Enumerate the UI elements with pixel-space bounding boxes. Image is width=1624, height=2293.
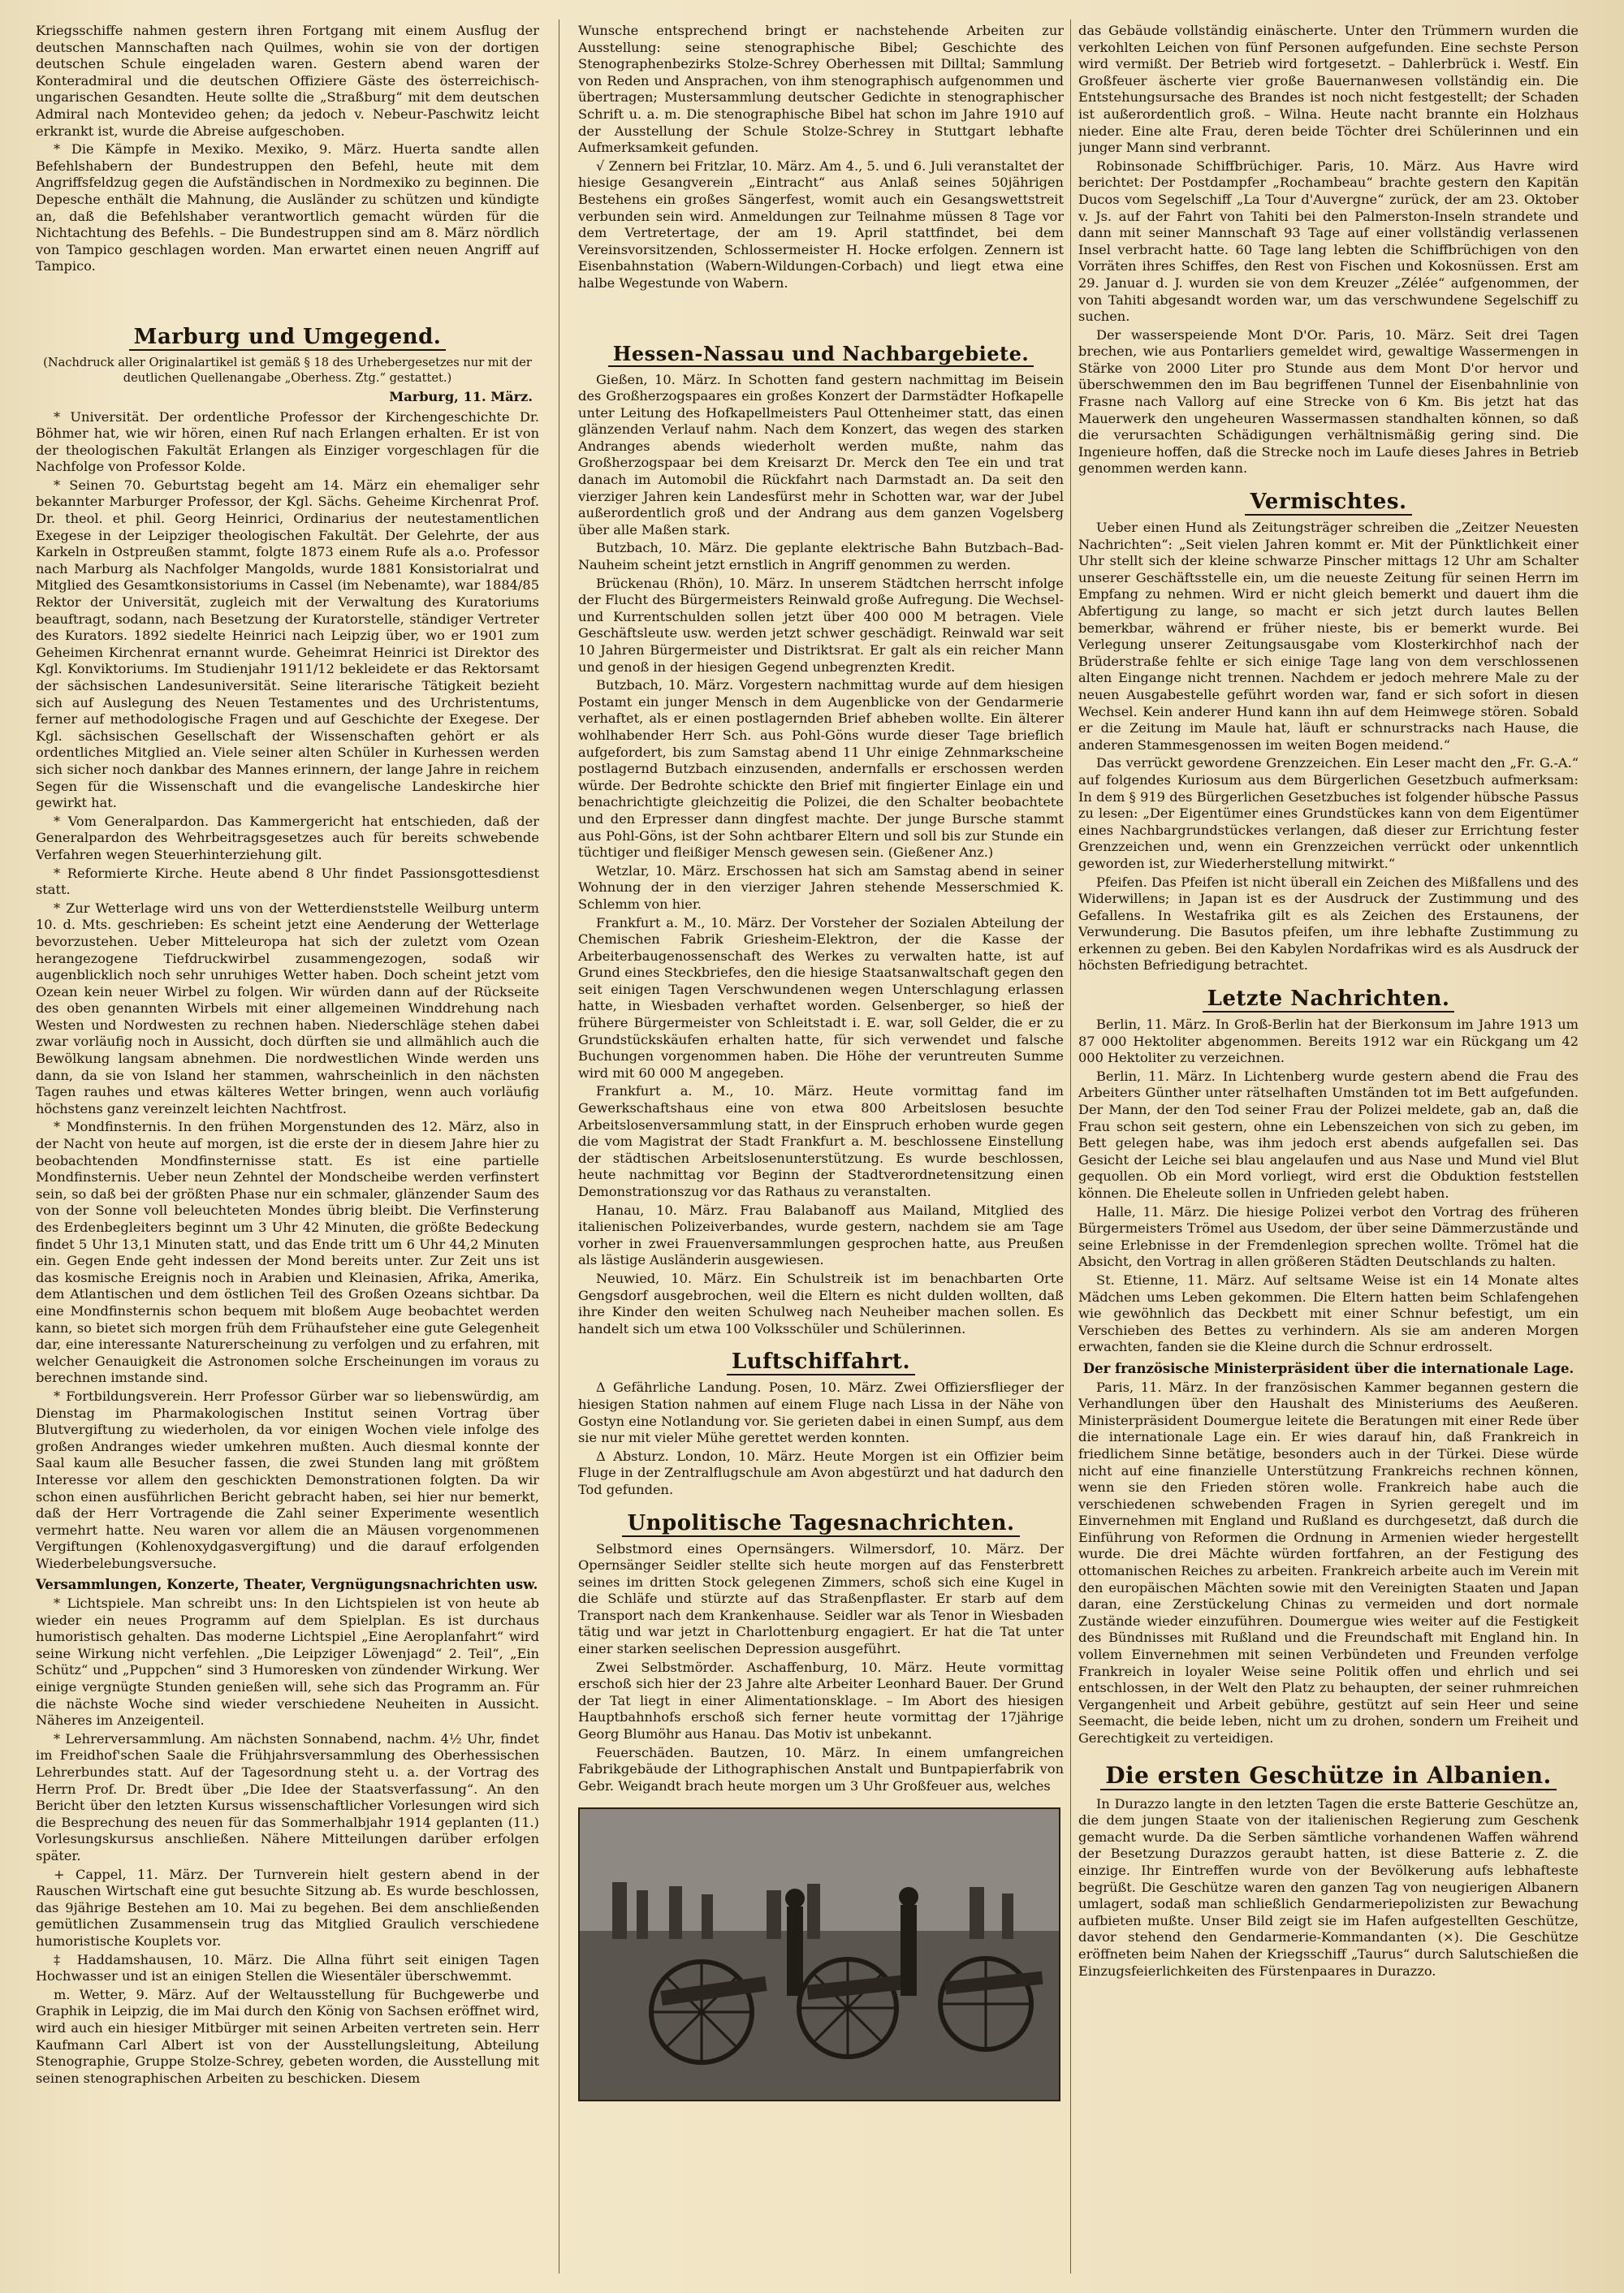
article-text: * Seinen 70. Geburtstag begeht am 14. März ein ehemaliger sehr bekannter Marburger Professor, der Kgl. Sächs. Geheime Kirchenrat Prof. Dr. theol. et phil. Georg Heinrici, Ordinarius der neutestamentlichen Exegese in der Leipziger theologischen Fakultät. Der Gelehrte, der aus Karkeln in Ostpreußen stammt, folgte 1873 einem Rufe als a.o. Professor nach Marburg als Nachfolger Mangolds, wurde 1881 Konsistorialrat und Mitglied des Gesamtkonsistoriums in Cassel (im Nebenamte), war 1884/85 Rektor der Universität, zugleich mit der Verwaltung des Kuratoriums beauftragt, sodann, nach Besetzung der Kuratorstelle, ständiger Vertreter des Kurators. 1892 siedelte Heinrici nach Leipzig über, wo er 1901 zum Geheimen Kirchenrat ernannt wurde. Geheimrat Heinrici ist Direktor des Kgl. Konviktoriums. Im Studienjahr 1911/12 bekleidete er das Rektorsamt der sächsischen Landesuniversität. Seine literarische Tätigkeit bezieht sich auf Auslegung des Neuen Testamentes und des Urchristentums, ferner auf methodologische Fragen und auf Geschichte der Exegese. Der Kgl. sächsischen Gesellschaft der Wissenschaften gehört er als ordentliches Mitglied an. Viele seiner alten Schüler in Kurhessen werden sich sicher noch dankbar des Mannes erinnern, der lange Jahre in reichem Segen für die Wissenschaft und die evangelische Landeskirche hier gewirkt hat.: [36, 477, 539, 811]
article-text: * Universität. Der ordentliche Professor der Kirchengeschichte Dr. Böhmer hat, wie wir hören, einen Ruf nach Erlangen erhalten. Er ist von der theologischen Fakultät Erlangen als Einziger vorgeschlagen für die Nachfolge von Professor Kolde.: [36, 408, 539, 475]
section-heading-luftschiffahrt: Luftschiffahrt.: [578, 1349, 1064, 1375]
article-text: Wetzlar, 10. März. Erschossen hat sich am Samstag abend in seiner Wohnung der in den vierziger Jahren stehende Messerschmied K. Schlemm von hier.: [578, 862, 1064, 912]
article-text: Der wasserspeiende Mont D'Or. Paris, 10. März. Seit drei Tagen brechen, wie aus Pontarliers gemeldet wird, gewaltige Wassermengen in Stärke von 2000 Liter pro Stunde aus dem Mont D'or hervor und überschwemmen den im Bau begriffenen Tunnel der Eisenbahnlinie von Frasne nach Vallorg auf eine Strecke von 6 Km. Bis jetzt hat das Mauerwerk den ungeheuren Wassermassen standhalten können, so daß die verursachten Schädigungen verhältnismäßig gering sind. Die Ingenieure hoffen, daß die Strecke noch im Laufe dieses Jahres in Betrieb genommen werden kann.: [1078, 326, 1579, 477]
article-text: Berlin, 11. März. In Groß-Berlin hat der Bierkonsum im Jahre 1913 um 87 000 Hektoliter abgenommen. Bereits 1912 war ein Rückgang um 42 000 Hektoliter zu verzeichnen.: [1078, 1017, 1579, 1066]
section-heading-tagesnachrichten: Unpolitische Tagesnachrichten.: [578, 1510, 1064, 1536]
article-text: Frankfurt a. M., 10. März. Der Vorsteher der Sozialen Abteilung der Chemischen Fabrik Griesheim-Elektron, der die Kasse der Arbeiterbaugenossenschaft des Werkes zu verwalten hatte, ist auf Grund eines Steckbriefes, den die hiesige Staatsanwaltschaft gegen den seit einigen Tagen Verschwundenen wegen Unterschlagung erlassen hatte, in Wiesbaden verhaftet worden. Gelsenberger, so hieß der frühere Bürgermeister von Schleitstadt i. E. war, soll Gelder, die er zu Grundstückskäufen erhalten hatte, für sich verwendet und falsche Buchungen vorgenommen haben. Die Höhe der veruntreuten Summe wird mit 60 000 M angegeben.: [578, 914, 1064, 1081]
section-heading-hessen-nassau: Hessen-Nassau und Nachbargebiete.: [578, 341, 1064, 367]
section-heading-marburg: Marburg und Umgegend.: [36, 324, 539, 350]
article-text: Pfeifen. Das Pfeifen ist nicht überall ein Zeichen des Mißfallens und des Widerwillens; in Japan ist es der Ausdruck der Zustimmung und des Gefallens. In Westafrika gilt es als Zeichen des Erstaunens, der Verwunderung. Die Basutos pfeifen, um ihre lebhafte Zustimmung zu erkennen zu geben. Bei den Kabylen Nordafrikas wird es als Ausdruck der höchsten Befriedigung betrachtet.: [1078, 874, 1579, 974]
article-text: + Cappel, 11. März. Der Turnverein hielt gestern abend in der Rauschen Wirtschaft eine gut besuchte Sitzung ab. Es wurde beschlossen, das 9jährige Bestehen am 10. Mai zu begehen. Bei dem anschließenden gemütlichen Zusammensein trug das Mitglied Graulich verschiedene humoristische Kouplets vor.: [36, 1866, 539, 1949]
article-text: St. Etienne, 11. März. Auf seltsame Weise ist ein 14 Monate altes Mädchen ums Leben gekommen. Die Eltern hatten beim Schlafengehen wie gewöhnlich das Deckbett mit einer Schnur befestigt, um ein Verschieben des Bettes zu verhindern. Als sie am anderen Morgen erwachten, fanden sie die Kleine durch die Schnur erdrosselt.: [1078, 1272, 1579, 1355]
article-text: Ueber einen Hund als Zeitungsträger schreiben die „Zeitzer Neuesten Nachrichten“: „Seit vielen Jahren kommt er. Mit der Pünktlichkeit einer Uhr stellt sich der kleine schwarze Pinscher mittags 12 Uhr am Schalter unserer Geschäftsstelle ein, um die neueste Zeitung für seinen Herrn im Empfang zu nehmen. Wird er nicht gleich bemerkt und dauert ihm die Abfertigung zu lange, so macht er sich jetzt durch lautes Bellen bemerkbar, während er früher nieste, bis er bemerkt wurde. Bei Verlegung unserer Zeitungsausgabe vom Klosterkirchhof nach der Brüderstraße fehlte er sich einige Tage lang von dem verschlossenen alten Eingange nicht trennen. Nachdem er jedoch mehrere Male zu der neuen Ausgabestelle geführt worden war, fand er sich sofort in diesen Wechsel. Kein anderer Hund kann ihn auf dem Heimwege stören. Sobald er die Zeitung im Maule hat, läuft er schnurstracks nach Hause, die anderen Stammesgenossen im weiten Bogen meidend.“: [1078, 520, 1579, 753]
reprint-notice: (Nachdruck aller Originalartikel ist gemäß § 18 des Urhebergesetzes nur mit der deutlichen Quellenangabe „Oberhess. Ztg.“ gestattet.): [43, 355, 532, 385]
article-text: * Mondfinsternis. In den frühen Morgenstunden des 12. März, also in der Nacht von heute auf morgen, ist die erste der in diesem Jahre hier zu beobachtenden Mondfinsternisse statt. Es ist eine partielle Mondfinsternis. Ueber neun Zehntel der Mondscheibe werden verfinstert sein, so daß bei der größten Phase nur ein schmaler, glänzender Saum des von der Sonne voll beleuchteten Mondes übrig bleibt. Die Verfinsterung des Erdenbegleiters beginnt um 3 Uhr 42 Minuten, die größte Bedeckung findet 5 Uhr 13,1 Minuten statt, und das Ende tritt um 6 Uhr 44,2 Minuten ein. Gegen Ende geht indessen der Mond bereits unter. Zur Zeit uns ist das kosmische Ereignis noch in Arabien und Kleinasien, Afrika, Amerika, dem Atlantischen und dem östlichen Teil des Großen Ozeans sichtbar. Da eine Mondfinsternis schon bequem mit bloßem Auge beobachtet werden kann, so bietet sich morgen früh dem Frühaufsteher eine gute Gelegenheit dar, eine interessante Naturerscheinung zu verfolgen und zu erfahren, mit welcher Genauigkeit die Astronomen solche Erscheinungen im voraus zu berechnen imstande sind.: [36, 1119, 539, 1386]
article-text: * Die Kämpfe in Mexiko. Mexiko, 9. März. Huerta sandte allen Befehlshabern der Bundestruppen den Befehl, heute mit dem Angriffsfeldzug gegen die Aufständischen in Nordmexiko zu beginnen. Die Depesche enthält die Mahnung, die Ausländer zu schützen und kündigte an, daß die Befehlshaber verantwortlich gemacht würden für die Nichtachtung des Befehls. – Die Bundestruppen sind am 8. März nördlich von Tampico geschlagen worden. Man erwartet einen neuen Angriff auf Tampico.: [36, 141, 539, 274]
article-text: Kriegsschiffe nahmen gestern ihren Fortgang mit einem Ausflug der deutschen Mannschaften nach Quilmes, wohin sie von der dortigen deutschen Schule eingeladen waren. Gestern abend waren der Konteradmiral und die deutschen Offiziere Gäste des österreichisch-ungarischen Gesandten. Heute sollte die „Straßburg“ mit dem deutschen Admiral nach Montevideo gehen; da jedoch v. Nebeur-Paschwitz leicht erkrankt ist, wurde die Abreise aufgeschoben.: [36, 23, 539, 139]
article-text: Neuwied, 10. März. Ein Schulstreik ist im benachbarten Orte Gengsdorf ausgebrochen, weil die Eltern es nicht dulden wollten, daß ihre Kinder den weiten Schulweg nach Neuheiber machen sollen. Es handelt sich um etwa 100 Volksschüler und Schülerinnen.: [578, 1270, 1064, 1337]
column-middle: [578, 23, 1064, 2277]
article-text: Halle, 11. März. Die hiesige Polizei verbot den Vortrag des früheren Bürgermeisters Trömel aus Usedom, der über seine Dämmerzustände und seine Erlebnisse in der Fremdenlegion sprechen wollte. Trömel hat die Absicht, den Vortrag in allen größeren Städten Deutschlands zu halten.: [1078, 1203, 1579, 1270]
article-text: Gießen, 10. März. In Schotten fand gestern nachmittag im Beisein des Großherzogspaares ein großes Konzert der Darmstädter Hofkapelle unter Leitung des Hofkapellmeisters Paul Ottenheimer statt, das einen glänzenden Verlauf nahm. Nach dem Konzert, das wegen des starken Andranges abends wiederholt werden mußte, nahm das Großherzogspaar bei dem Kreisarzt Dr. Merck den Tee ein und trat danach im Automobil die Rückfahrt nach Darmstadt an. Da seit den vierziger Jahren kein Landesfürst mehr in Schotten war, war der Jubel außerordentlich groß und der Andrang aus dem ganzen Vogelsberg über alle Maßen stark.: [578, 371, 1064, 538]
article-text: Das verrückt gewordene Grenzzeichen. Ein Leser macht den „Fr. G.-A.“ auf folgendes Kuriosum aus dem Bürgerlichen Gesetzbuch aufmerksam: In dem § 919 des Bürgerlichen Gesetzbuches ist folgender hübsche Passus zu lesen: „Der Eigentümer eines Grundstückes kann von dem Eigentümer eines Nachbargrundstückes verlangen, daß dieser zur Errichtung fester Grenzzeichen und, wenn ein Grenzzeichen verrückt oder unkenntlich geworden ist, zur Wiederherstellung mitwirkt.“: [1078, 755, 1579, 871]
article-text: Brückenau (Rhön), 10. März. In unserem Städtchen herrscht infolge der Flucht des Bürgermeisters Reinwald große Aufregung. Die Wechsel- und Kurrentschulden sollen jetzt über 400 000 M betragen. Viele Geschäftsleute usw. werden jetzt schwer geschädigt. Reinwald war seit 10 Jahren Bürgermeister und Distriktsrat. Er galt als ein reicher Mann und genoß in der hiesigen Gegend unbegrenzten Kredit.: [578, 575, 1064, 675]
subsection-heading: Versammlungen, Konzerte, Theater, Vergnügungsnachrichten usw.: [36, 1577, 538, 1593]
article-text: Butzbach, 10. März. Vorgestern nachmittag wurde auf dem hiesigen Postamt ein junger Mensch in dem Augenblicke von der Gendarmerie verhaftet, als er einen postlagernden Brief abheben wollte. Ein älterer wohlhabender Herr Sch. aus Pohl-Göns wurde dieser Tage brieflich aufgefordert, bis zum Samstag abend 11 Uhr einige Zehnmarkscheine postlagernd Butzbach einzusenden, andernfalls er erschossen werden würde. Der Bedrohte schickte den Brief mit fingierter Einlage ein und benachrichtigte gleichzeitig die Polizei, die den Schalter beobachtete und den Erpresser dann dingfest machte. Der junge Bursche stammt aus Pohl-Göns, ist der Sohn achtbarer Eltern und soll bis zur Stunde ein tüchtiger und fleißiger Mensch gewesen sein. (Gießener Anz.): [578, 677, 1064, 861]
article-text: Wunsche entsprechend bringt er nachstehende Arbeiten zur Ausstellung: seine stenographische Bibel; Geschichte des Stenographenbezirks Stolze-Schrey Oberhessen mit Dilltal; Sammlung von Reden und Ansprachen, von ihm stenographisch aufgenommen und übertragen; Mustersammlung deutscher Gedichte in stenographischer Schrift u. a. m. Die stenographische Bibel hat schon im Jahre 1910 auf der Ausstellung der Schule Stolze-Schrey in Stuttgart lebhafte Aufmerksamkeit gefunden.: [578, 23, 1064, 156]
section-heading-albanien: Die ersten Geschütze in Albanien.: [1078, 1762, 1579, 1790]
article-text: √ Zennern bei Fritzlar, 10. März. Am 4., 5. und 6. Juli veranstaltet der hiesige Gesangverein „Eintracht“ aus Anlaß seines 50jährigen Bestehens ein großes Sängerfest, womit auch ein Gesangswettstreit verbunden sein wird. Anmeldungen zur Teilnahme müssen 8 Tage vor dem Vertretertage, der am 19. April stattfindet, bei dem Vereinsvorsitzenden, Schlossermeister H. Hocke erfolgen. Zennern ist Eisenbahnstation (Wabern-Wildungen-Corbach) und liegt etwa eine halbe Wegestunde von Wabern.: [578, 158, 1064, 291]
column-rule: [1070, 19, 1071, 2274]
section-heading-vermischtes: Vermischtes.: [1078, 489, 1579, 515]
article-text: * Lichtspiele. Man schreibt uns: In den Lichtspielen ist von heute ab wieder ein neues Programm auf dem Spielplan. Es ist durchaus humoristisch gehalten. Das moderne Lichtspiel „Eine Aeroplanfahrt“ wird seine Wirkung nicht verfehlen. „Die Leipziger Löwenjagd“ 2. Teil“, „Ein Schütz“ und „Puppchen“ sind 3 Humoresken von zündender Wirkung. Wer einige vergnügte Stunden genießen will, sehe sich das Programm an. Für die nächste Woche sind wieder verschiedene Neuheiten in Aussicht. Näheres im Anzeigenteil.: [36, 1596, 539, 1729]
article-text: Hanau, 10. März. Frau Balabanoff aus Mailand, Mitglied des italienischen Polizeiverbandes, wurde gestern, nachdem sie am Tage vorher in zwei Frauenversammlungen gesprochen hatte, aus Preußen als lästige Ausländerin ausgewiesen.: [578, 1202, 1064, 1268]
article-text: * Lehrerversammlung. Am nächsten Sonnabend, nachm. 4½ Uhr, findet im Freidhof'schen Saale die Frühjahrsversammlung des Oberhessischen Lehrerbundes statt. Auf der Tagesordnung steht u. a. der Vortrag des Herrn Prof. Dr. Bredt über „Die Idee der Staatsverfassung“. An den Bericht über den letzten Kursus wissenschaftlicher Vorlesungen wird sich die Besprechung des neuen für das Sommerhalbjahr 1914 geplanten (11.) Vorlesungskursus anschließen. Nähere Mitteilungen darüber erfolgen später.: [36, 1730, 539, 1863]
article-text: Frankfurt a. M., 10. März. Heute vormittag fand im Gewerkschaftshaus eine von etwa 800 Arbeitslosen besuchte Arbeitslosenversammlung statt, in der Einspruch erhoben wurde gegen die vom Magistrat der Stadt Frankfurt a. M. beschlossene Einstellung der städtischen Arbeitslosenunterstützung. Es wurde beschlossen, heute nachmittag vor Beginn der Stadtverordnetensitzung einen Demonstrationszug vor das Rathaus zu veranstalten.: [578, 1083, 1064, 1199]
article-text: Butzbach, 10. März. Die geplante elektrische Bahn Butzbach–Bad-Nauheim scheint jetzt ernstlich in Angriff genommen zu werden.: [578, 540, 1064, 573]
article-text: * Zur Wetterlage wird uns von der Wetterdienststelle Weilburg unterm 10. d. Mts. geschrieben: Es scheint jetzt eine Aenderung der Wetterlage bevorzustehen. Ueber Mitteleuropa hat sich der zuletzt vom Ozean herangezogene Tiefdruckwirbel zusammengezogen, sodaß wir augenblicklich noch sehr unruhiges Wetter haben. Doch scheint jetzt vom Ozean kein neuer Wirbel zu folgen. Wir würden dann auf der Rückseite des oben genannten Wirbels mit einer allgemeinen Winddrehung nach Westen und Nordwesten zu rechnen haben. Niederschläge stehen dabei zwar vorläufig noch in Aussicht, doch dürften sie und allmählich auch die Bewölkung langsam abnehmen. Die nordwestlichen Winde werden uns dann, da sie von Island her stammen, wahrscheinlich in den nächsten Tagen rauhes und etwas kälteres Wetter bringen, wenn auch vorläufig höchstens ganz vereinzelt leichten Nachtfrost.: [36, 900, 539, 1116]
article-text: ‡ Haddamshausen, 10. März. Die Allna führt seit einigen Tagen Hochwasser und ist an einigen Stellen die Wiesentäler überschwemmt.: [36, 1951, 539, 1984]
column-right: [1078, 23, 1579, 2277]
article-text: Robinsonade Schiffbrüchiger. Paris, 10. März. Aus Havre wird berichtet: Der Postdampfer „Rochambeau“ brachte gestern den Kapitän Ducos vom Segelschiff „La Tour d'Auvergne“ zurück, der am 23. Oktober v. Js. auf der Fahrt von Tahiti bei den Palmerston-Inseln strandete und dann mit seiner Mannschaft 93 Tage auf einer vollständig verlassenen Insel verbracht hatte. 60 Tage lang lebten die Schiffbrüchigen von den Vorräten ihres Schiffes, den Rest von Fischen und Kokosnüssen. Erst am 29. Januar d. J. wurden sie von dem Kreuzer „Zélée“ aufgenommen, der von Tahiti abgesandt worden war, um das verschwundene Segelschiff zu suchen.: [1078, 158, 1579, 325]
article-text: Berlin, 11. März. In Lichtenberg wurde gestern abend die Frau des Arbeiters Günther unter rätselhaften Umständen tot im Bett aufgefunden. Der Mann, der den Tod seiner Frau der Polizei meldete, gab an, daß die Frau schon seit gestern, ohne ein Lebenszeichen von sich zu geben, im Bett gelegen habe, was ihm jedoch erst abends aufgefallen sei. Das Gesicht der Leiche sei blau angelaufen und aus Nase und Mund viel Blut gequollen. Ob ein Mord vorliegt, wird erst die Obduktion feststellen können. Die Eheleute sollen in Unfrieden gelebt haben.: [1078, 1068, 1579, 1201]
article-text: Zwei Selbstmörder. Aschaffenburg, 10. März. Heute vormittag erschoß sich hier der 23 Jahre alte Arbeiter Leonhard Bauer. Der Grund der Tat liegt in einer Alimentationsklage. – Im Abort des hiesigen Hauptbahnhofs erschoß sich ferner heute vormittag der 17jährige Georg Blumöhr aus Hanau. Das Motiv ist unbekannt.: [578, 1659, 1064, 1742]
subsection-heading: Der französische Ministerpräsident über die internationale Lage.: [1082, 1360, 1574, 1376]
article-text: Feuerschäden. Bautzen, 10. März. In einem umfangreichen Fabrikgebäude der Lithographischen Anstalt und Buntpapierfabrik von Gebr. Weigandt brach heute morgen um 3 Uhr Großfeuer aus, welches: [578, 1744, 1064, 1794]
column-gap: [36, 277, 539, 313]
article-text: * Reformierte Kirche. Heute abend 8 Uhr findet Passionsgottesdienst statt.: [36, 865, 539, 898]
article-text: Paris, 11. März. In der französischen Kammer begannen gestern die Verhandlungen über den Haushalt des Ministeriums des Aeußeren. Ministerpräsident Doumergue leitete die Beratungen mit einer Rede über die internationale Lage ein. Er wies darauf hin, daß Frankreich in friedlichem Sinne betätige, besonders auch in der Türkei. Diese würde nicht auf eine finanzielle Unterstützung Frankreichs rechnen können, wenn sie den Frieden stören wolle. Frankreich habe auch die verschiedenen schwebenden Fragen in Syrien geregelt und im Einvernehmen mit England und Rußland es durchgesetzt, daß durch die Einführung von Reformen die Ordnung in Armenien wieder hergestellt wurde. Die drei Mächte würden fortfahren, an der Festigung des ottomanischen Reiches zu arbeiten. Frankreich arbeite auch im Verein mit den europäischen Mächten sowie mit den Vereinigten Staaten und Japan daran, eine Zerstückelung Chinas zu vermeiden und dort normale Zustände wieder einzuführen. Doumergue wies weiter auf die Festigkeit des Bündnisses mit Rußland und die Freundschaft mit England hin. In vollem Einvernehmen mit seinen Verbündeten und Freunden verfolge Frankreich in loyaler Weise seine Politik offen und ehrlich und sei entschlossen, in der Welt den Platz zu behaupten, der seiner ruhmreichen Vergangenheit und Arbeit gebühre, gestützt auf sein Heer und seine Seemacht, die beide leben, nicht um zu drohen, sondern um Freiheit und Gerechtigkeit zu verteidigen.: [1078, 1379, 1579, 1746]
dateline: Marburg, 11. März.: [389, 388, 533, 404]
article-text: das Gebäude vollständig einäscherte. Unter den Trümmern wurden die verkohlten Leichen von fünf Personen aufgefunden. Eine sechste Person wird vermißt. Der Betrieb wird fortgesetzt. – Dahlerbrück i. Westf. Ein Großfeuer äscherte vier große Bauernanwesen vollständig ein. Die Entstehungsursache des Brandes ist noch nicht festgestellt; der Schaden ist außerordentlich groß. – Wilna. Heute nacht brannte ein Holzhaus nieder. Eine alte Frau, deren beide Töchter drei Schülerinnen und ein junger Mann sind verbrannt.: [1078, 23, 1579, 156]
column-left: [36, 23, 539, 2277]
article-text: * Fortbildungsverein. Herr Professor Gürber war so liebenswürdig, am Dienstag im Pharmakologischen Institut seinen Vortrag über Blutvergiftung zu wiederholen, da vor einigen Wochen viele infolge des großen Andranges wieder umkehren mußten. Auch diesmal konnte der Saal kaum alle Besucher fassen, die zwei Stunden lang mit größtem Interesse vor allem den geschickten Demonstrationen folgten. Da wir schon einen ausführlichen Bericht gebracht haben, sei hier nur bemerkt, daß der Herr Vortragende die Zahl seiner Experimente wesentlich vermehrt hatte. Neu waren vor allem die an Mäusen vorgenommenen Vergiftungen (Kohlenoxydgasvergiftung) und die darauf erfolgenden Wiederbelebungsversuche.: [36, 1388, 539, 1571]
article-text: Δ Gefährliche Landung. Posen, 10. März. Zwei Offiziersflieger der hiesigen Station nahmen auf einem Fluge nach Lissa in der Nähe von Gostyn eine Notlandung vor. Sie gerieten dabei in einen Sumpf, aus dem sie nur mit vieler Mühe gerettet werden konnten.: [578, 1380, 1064, 1446]
article-text: In Durazzo langte in den letzten Tagen die erste Batterie Geschütze an, die dem jungen Staate von der italienischen Regierung zum Geschenk gemacht wurde. Da die Serben sämtliche vorhandenen Waffen während der Besetzung Durazzos geraubt hatten, ist diese Batterie z. Z. die einzige. Ihr Eintreffen wurde von der Bevölkerung aufs lebhafteste begrüßt. Die Geschütze waren den ganzen Tag von neugierigen Albanern umlagert, sodaß man schließlich Gendarmeriepolizisten zur Bewachung aufbieten mußte. Unser Bild zeigt sie im Hafen aufgestellten Geschütze, davor stehend den Gendarmerie-Kommandanten (×). Die Geschütze eröffneten beim Nahen der Kriegsschiff „Taurus“ durch Salutschießen die Einzugsfeierlichkeiten des Fürstenpaares in Durazzo.: [1078, 1795, 1579, 1979]
news-photo-cannons: [578, 1807, 1060, 2101]
article-text: * Vom Generalpardon. Das Kammergericht hat entschieden, daß der Generalpardon des Wehrbeitragsgesetzes auch für bereits schwebende Verfahren wegen Steuerhinterziehung gilt.: [36, 813, 539, 862]
article-text: Δ Absturz. London, 10. März. Heute Morgen ist ein Offizier beim Fluge in der Zentralflugschule am Avon abgestürzt und hat dadurch den Tod gefunden.: [578, 1448, 1064, 1497]
article-text: m. Wetter, 9. März. Auf der Weltausstellung für Buchgewerbe und Graphik in Leipzig, die im Mai durch den König von Sachsen eröffnet wird, wird auch ein hiesiger Mitbürger mit seinen Arbeiten vertreten sein. Herr Kaufmann Carl Albert ist von der Ausstellungsleitung, Abteilung Stenographie, Gruppe Stolze-Schrey, gebeten worden, die Ausstellung mit seinen stenographischen Arbeiten zu beschicken. Diesem: [36, 1986, 539, 2086]
cannons-photo-illustration: [580, 1809, 1059, 2100]
article-text: Selbstmord eines Opernsängers. Wilmersdorf, 10. März. Der Opernsänger Seidler stellte sich heute morgen auf das Fensterbrett seines im dritten Stock gelegenen Zimmers, schoß sich eine Kugel in die Schläfe und stürzte auf das Straßenpflaster. Er starb auf dem Transport nach dem Krankenhause. Seidler war als Tenor in Wiesbaden tätig und war jetzt in Charlottenburg engagiert. Er hat die Tat unter einer starken seelischen Depression ausgeführt.: [578, 1540, 1064, 1657]
column-gap: [578, 294, 1064, 330]
section-heading-letzte-nachrichten: Letzte Nachrichten.: [1078, 986, 1579, 1012]
